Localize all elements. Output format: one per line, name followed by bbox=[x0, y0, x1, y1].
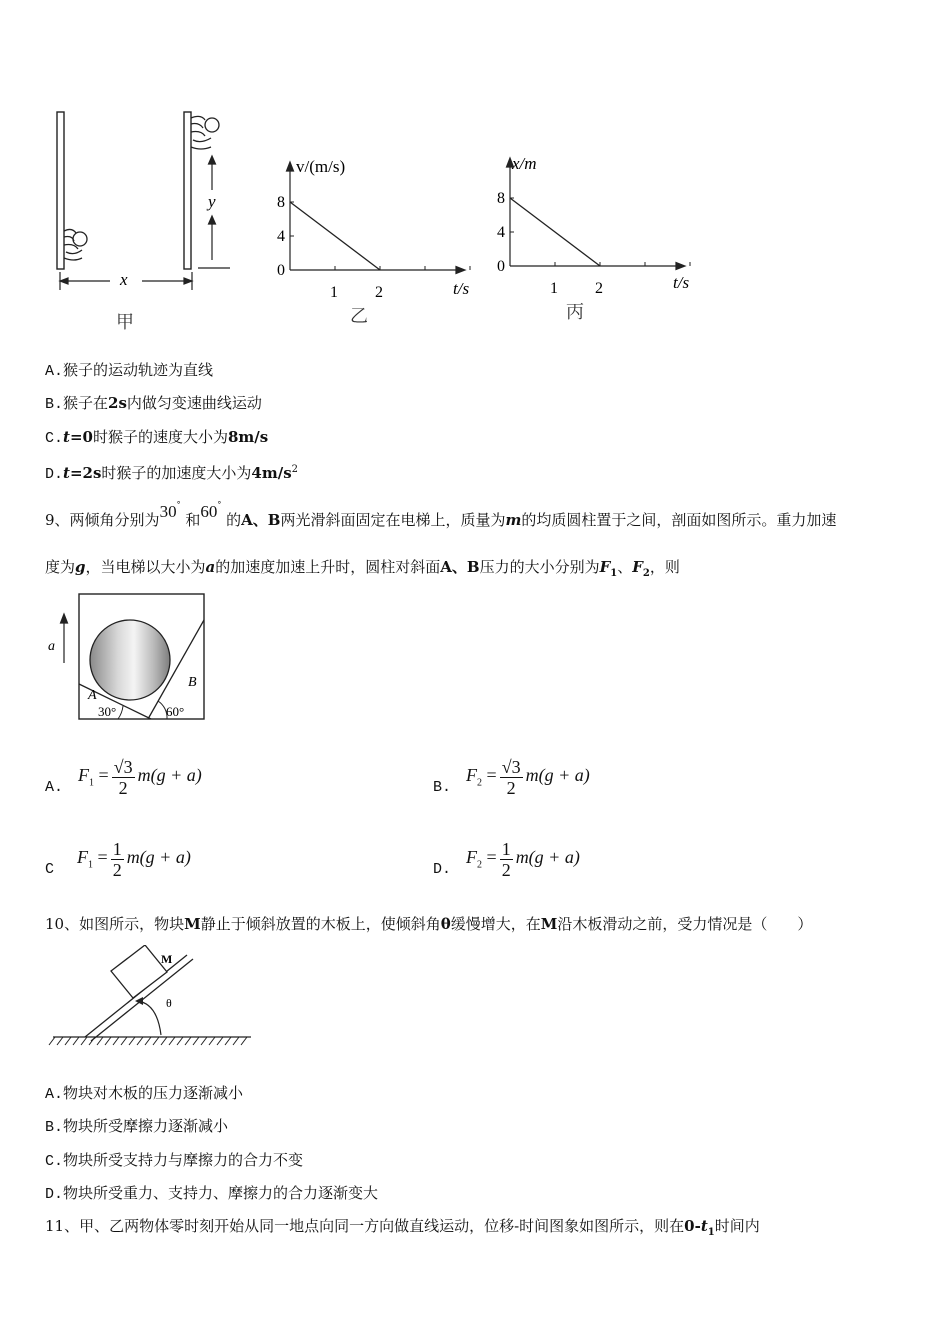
x-ylabel: x/m bbox=[512, 154, 537, 173]
q8-option-c: C.t=0时猴子的速度大小为8m/s bbox=[45, 428, 269, 447]
v-axes bbox=[287, 162, 466, 274]
xtick-label: 1 bbox=[330, 284, 338, 301]
angle-a-label: 30° bbox=[98, 704, 117, 719]
xtick-label: 1 bbox=[550, 280, 558, 297]
monkey-icon-left bbox=[64, 229, 87, 260]
q10-option-b: B.物块所受摩擦力逐渐减小 bbox=[45, 1117, 229, 1136]
figure-monkey bbox=[40, 100, 260, 345]
figure-cylinder-elevator bbox=[40, 588, 215, 728]
x-xlabel: t/s bbox=[673, 273, 690, 292]
y-axis-arrow bbox=[198, 156, 230, 268]
x-label: x bbox=[120, 270, 128, 289]
cylinder bbox=[90, 620, 170, 700]
figure-block-on-board bbox=[45, 945, 260, 1055]
ytick-label: 0 bbox=[277, 262, 285, 279]
ytick-label: 8 bbox=[277, 194, 285, 211]
caption-jia: 甲 bbox=[116, 312, 134, 332]
incline-b-label: B bbox=[188, 675, 197, 690]
xtick-label: 2 bbox=[375, 284, 383, 301]
theta-arc bbox=[137, 1001, 161, 1035]
accel-label: a bbox=[48, 639, 55, 654]
caption-bing: 丙 bbox=[566, 302, 584, 322]
q10-stem: 10、如图所示，物块M静止于倾斜放置的木板上，使倾斜角θ缓慢增大，在M沿木板滑动之前，受力情况是（ ） bbox=[45, 915, 813, 933]
q9-option-a: A. $F_1$ = $\frac{√3}{2}$ m(g + a) bbox=[45, 756, 202, 798]
ytick-label: 0 bbox=[497, 258, 505, 275]
q9-stem-line1: 9、两倾角分别为30° 和60° 的A、B两光滑斜面固定在电梯上，质量为m的均质圆柱置于之间，剖面如图所示。重力加速 bbox=[45, 500, 837, 529]
q9-option-c: C $F_1$ = $\frac{1}{2}$ m(g + a) bbox=[45, 838, 191, 880]
ytick-label: 4 bbox=[277, 228, 285, 245]
left-pole bbox=[57, 112, 64, 269]
q10-option-a: A.物块对木板的压力逐渐减小 bbox=[45, 1084, 244, 1103]
ytick-label: 4 bbox=[497, 224, 505, 241]
q11-stem: 11、甲、乙两物体零时刻开始从同一地点向同一方向做直线运动，位移-时间图象如图所示，则在$0-t_1$时间内 bbox=[45, 1217, 760, 1238]
angle-b-label: 60° bbox=[166, 704, 185, 719]
q9-option-d: D. $F_2$ = $\frac{1}{2}$ m(g + a) bbox=[433, 838, 580, 880]
right-pole bbox=[184, 112, 191, 269]
xtick-label: 2 bbox=[595, 280, 603, 297]
theta-label: θ bbox=[166, 996, 172, 1010]
series-line bbox=[290, 202, 380, 270]
q8-option-d: D.t=2s时猴子的加速度大小为$4m/s^2$ bbox=[45, 464, 299, 483]
angle-arc-a bbox=[118, 706, 123, 719]
monkey-icon-right bbox=[191, 116, 219, 149]
v-xlabel: t/s bbox=[453, 279, 470, 298]
ytick-label: 8 bbox=[497, 190, 505, 207]
velocity-time-graph bbox=[270, 150, 490, 330]
block-m bbox=[111, 945, 167, 998]
q10-option-c: C.物块所受支持力与摩擦力的合力不变 bbox=[45, 1151, 304, 1170]
acceleration-arrow bbox=[61, 614, 68, 663]
caption-yi: 乙 bbox=[350, 306, 368, 326]
q9-option-b: B. $F_2$ = $\frac{√3}{2}$ m(g + a) bbox=[433, 756, 590, 798]
q8-option-a: A.猴子的运动轨迹为直线 bbox=[45, 361, 214, 380]
q9-stem-line2: 度为g，当电梯以大小为a的加速度加速上升时，圆柱对斜面A、B压力的大小分别为$F_1$、$F_2$，则 bbox=[45, 558, 680, 579]
incline-a-label: A bbox=[88, 688, 97, 703]
q10-option-d: D.物块所受重力、支持力、摩擦力的合力逐渐变大 bbox=[45, 1184, 379, 1203]
v-ylabel: v/(m/s) bbox=[296, 157, 346, 176]
ground-hatch bbox=[49, 1037, 247, 1045]
y-label: y bbox=[208, 192, 216, 211]
x-axes bbox=[507, 158, 686, 270]
displacement-time-graph bbox=[490, 148, 710, 328]
block-m-label: M bbox=[161, 952, 173, 966]
q8-option-b: B.猴子在2s内做匀变速曲线运动 bbox=[45, 394, 262, 413]
series-line bbox=[510, 198, 600, 266]
